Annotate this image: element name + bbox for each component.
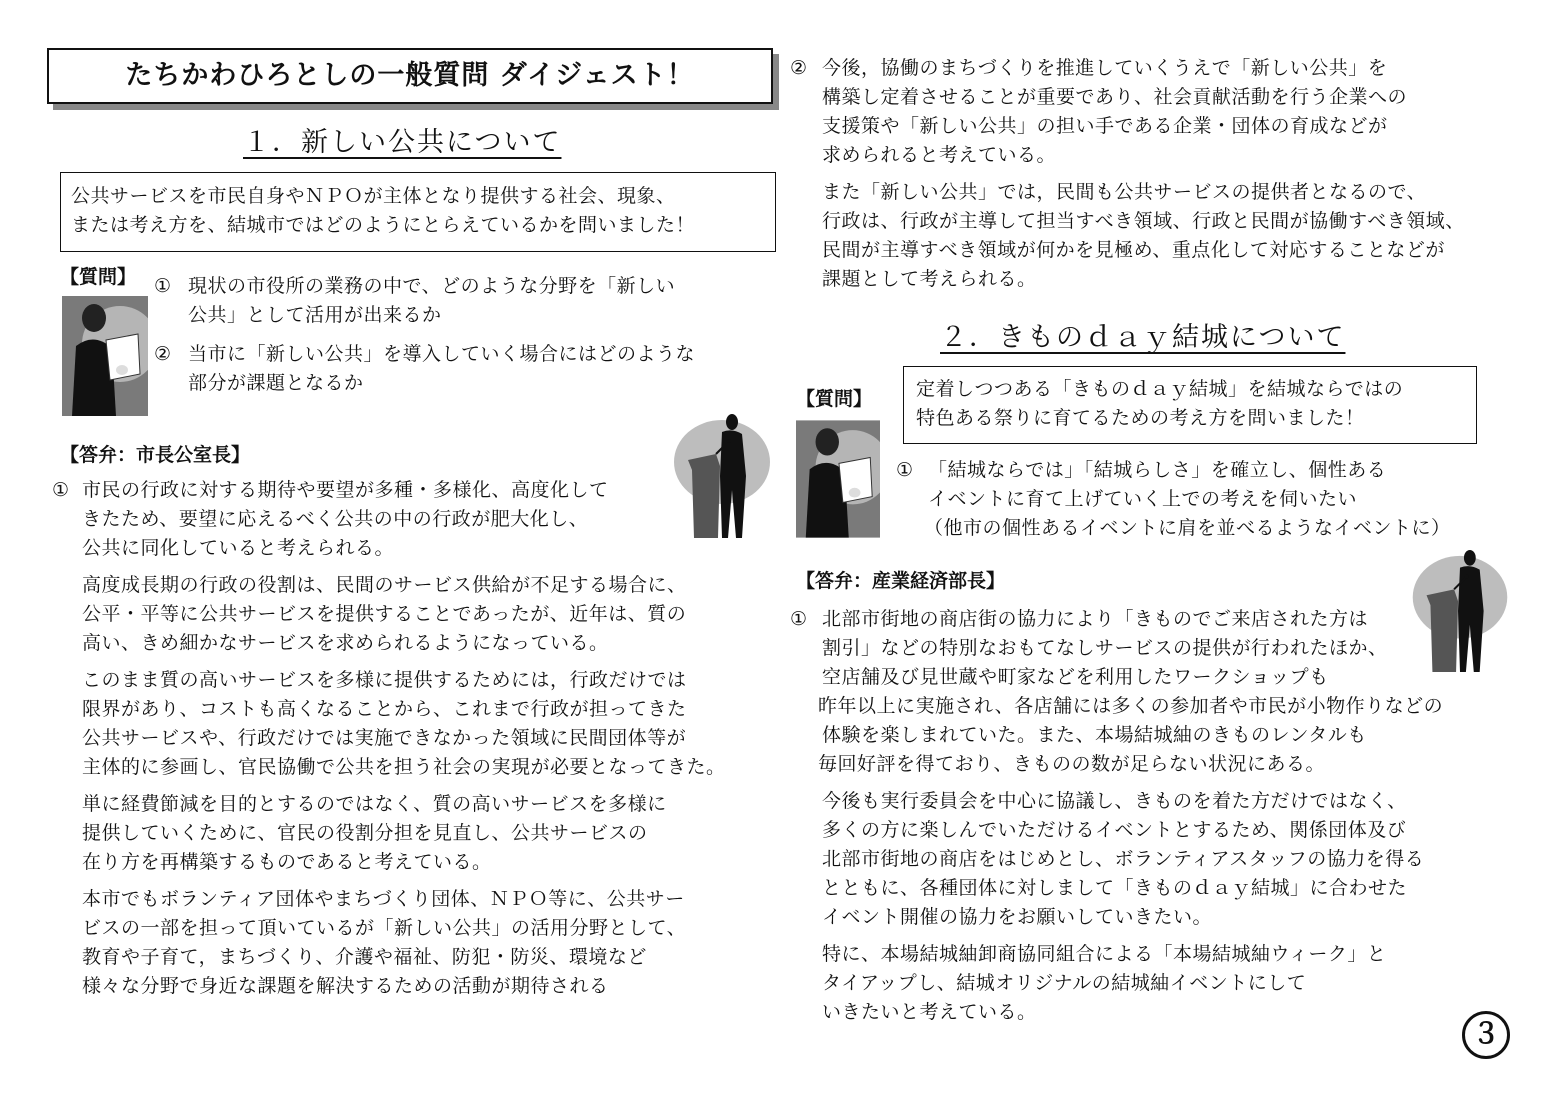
answer-line: 高度成長期の行政の役割は、民間のサービス供給が不足する場合に、 bbox=[82, 574, 687, 596]
answer-line: 課題として考えられる。 bbox=[822, 268, 1037, 290]
page-number: ３ bbox=[1462, 1011, 1510, 1059]
section1-heading: １．新しい公共について bbox=[243, 127, 562, 158]
answer-line: 単に経費節減を目的とするのではなく、質の高いサービスを多様に bbox=[82, 793, 667, 815]
answer-line: 本市でもボランティア団体やまちづくり団体、ＮＰＯ等に、公共サー bbox=[82, 888, 685, 910]
answer-line: 民間が主導すべき領域が何かを見極め、重点化して対応することなどが bbox=[822, 239, 1445, 261]
answer-line: 行政は、行政が主導して担当すべき領域、行政と民間が協働すべき領域、 bbox=[822, 210, 1465, 232]
answer-line: ビスの一部を担って頂いているが「新しい公共」の活用分野として、 bbox=[82, 917, 687, 939]
answer-number: ② bbox=[790, 57, 808, 79]
section2-heading: ２．きものｄａｙ結城について bbox=[940, 322, 1346, 353]
speaker-reading-illustration bbox=[796, 420, 880, 538]
summary-line: 特色ある祭りに育てるための考え方を問いました！ bbox=[916, 407, 1365, 429]
answer-line: 割引」などの特別なおもてなしサービスの提供が行われたほか、 bbox=[822, 637, 1388, 659]
answer-line: 空店舗及び見世蔵や町家などを利用したワークショップも bbox=[822, 666, 1329, 688]
answer-line: 昨年以上に実施され、各店舗には多くの参加者や市民が小物作りなどの bbox=[818, 695, 1444, 717]
summary-line: 定着しつつある「きものｄａｙ結城」を結城ならではの bbox=[916, 378, 1404, 400]
answer2-body bbox=[822, 54, 1465, 294]
question-label: 【質問】 bbox=[60, 266, 137, 288]
answer-line: 教育や子育て，まちづくり、介護や福祉、防犯・防災、環境など bbox=[82, 946, 647, 968]
answer-line: タイアップし、結城オリジナルの結城紬イベントにして bbox=[822, 972, 1307, 994]
answer-label: 【答弁：産業経済部長】 bbox=[796, 570, 1006, 592]
section1-summary-box bbox=[60, 172, 776, 252]
answer-line: 公共に同化していると考えられる。 bbox=[82, 537, 395, 559]
answer-line: 限界があり、コストも高くなることから、これまで行政が担ってきた bbox=[82, 698, 687, 720]
answer-line: 市民の行政に対する期待や要望が多種・多様化、高度化して bbox=[82, 479, 609, 501]
answer-line: 今後も実行委員会を中心に協議し、きものを着た方だけではなく、 bbox=[822, 790, 1407, 812]
answer-line: 在り方を再構築するものであると考えている。 bbox=[82, 851, 492, 873]
answer-line: 体験を楽しまれていた。また、本場結城紬のきものレンタルも bbox=[822, 724, 1367, 746]
question-2-line: 部分が課題となるか bbox=[188, 372, 364, 394]
answer-line: 主体的に参画し、官民協働で公共を担う社会の実現が必要となってきた。 bbox=[82, 756, 726, 778]
answer-line: とともに、各種団体に対しまして「きものｄａｙ結城」に合わせた bbox=[822, 877, 1408, 899]
question-number: ① bbox=[154, 275, 172, 297]
answer-line: 今後，協働のまちづくりを推進していくうえで「新しい公共」を bbox=[822, 57, 1388, 79]
answer-line: イベント開催の協力をお願いしていきたい。 bbox=[822, 906, 1213, 928]
section2-question-body bbox=[924, 456, 1451, 543]
question-1-line: 現状の市役所の業務の中で、どのような分野を「新しい bbox=[188, 275, 676, 297]
question-line: 「結城ならでは」「結城らしさ」を確立し、個性ある bbox=[928, 459, 1387, 481]
answer-line: 公共サービスや、行政だけでは実施できなかった領域に民間団体等が bbox=[82, 727, 687, 749]
summary-line: または考え方を、結城市ではどのようにとらえているかを問いました！ bbox=[71, 214, 696, 236]
summary-line: 公共サービスを市民自身やＮＰＯが主体となり提供する社会、現象、 bbox=[71, 185, 676, 207]
answer-line: 高い、きめ細かなサービスを求められるようになっている。 bbox=[82, 632, 609, 654]
question-1-line: 公共」として活用が出来るか bbox=[188, 304, 442, 326]
answer-line: いきたいと考えている。 bbox=[822, 1001, 1037, 1023]
question-number: ① bbox=[896, 459, 914, 481]
answer1-body bbox=[82, 476, 726, 1001]
answer-line: 構築し定着させることが重要であり、社会貢献活動を行う企業への bbox=[822, 86, 1408, 108]
answer-label: 【答弁：市長公室長】 bbox=[60, 444, 251, 466]
answer-line: また「新しい公共」では，民間も公共サービスの提供者となるので、 bbox=[822, 181, 1427, 203]
answer-line: 様々な分野で身近な課題を解決するための活動が期待される bbox=[82, 975, 609, 997]
answer-line: きたため、要望に応えるべく公共の中の行政が肥大化し、 bbox=[82, 508, 589, 530]
answer-line: 北部市街地の商店をはじめとし、ボランティアスタッフの協力を得る bbox=[822, 848, 1425, 870]
question-number: ② bbox=[154, 343, 172, 365]
answer-line: 北部市街地の商店街の協力により「きものでご来店された方は bbox=[822, 608, 1369, 630]
answer-line: このまま質の高いサービスを多様に提供するためには，行政だけでは bbox=[82, 669, 687, 691]
question-2-line: 当市に「新しい公共」を導入していく場合にはどのような bbox=[188, 343, 696, 365]
answer-line: 多くの方に楽しんでいただけるイベントとするため、関係団体及び bbox=[822, 819, 1407, 841]
question-line: （他市の個性あるイベントに肩を並べるようなイベントに） bbox=[924, 517, 1451, 539]
answer-line: 支援策や「新しい公共」の担い手である企業・団体の育成などが bbox=[822, 115, 1388, 137]
answer-number: ① bbox=[52, 479, 70, 501]
question-line: イベントに育て上げていく上での考えを伺いたい bbox=[928, 488, 1358, 510]
answer-line: 求められると考えている。 bbox=[822, 144, 1057, 166]
answer-line: 特に、本場結城紬卸商協同組合による「本場結城紬ウィーク」と bbox=[822, 943, 1387, 965]
section2-summary-box bbox=[903, 366, 1477, 444]
section2-answer-body bbox=[818, 605, 1444, 1027]
question-label: 【質問】 bbox=[796, 388, 873, 410]
answer-line: 提供していくために、官民の役割分担を見直し、公共サービスの bbox=[82, 822, 648, 844]
digest-title: たちかわひろとしの一般質問 ダイジェスト！ bbox=[125, 60, 695, 91]
answer-line: 毎回好評を得ており、きものの数が足らない状況にある。 bbox=[818, 753, 1326, 775]
answer-number: ① bbox=[790, 608, 808, 630]
answer-line: 公平・平等に公共サービスを提供することであったが、近年は、質の bbox=[82, 603, 687, 625]
digest-title-box bbox=[47, 48, 773, 104]
speaker-reading-illustration bbox=[62, 296, 148, 416]
